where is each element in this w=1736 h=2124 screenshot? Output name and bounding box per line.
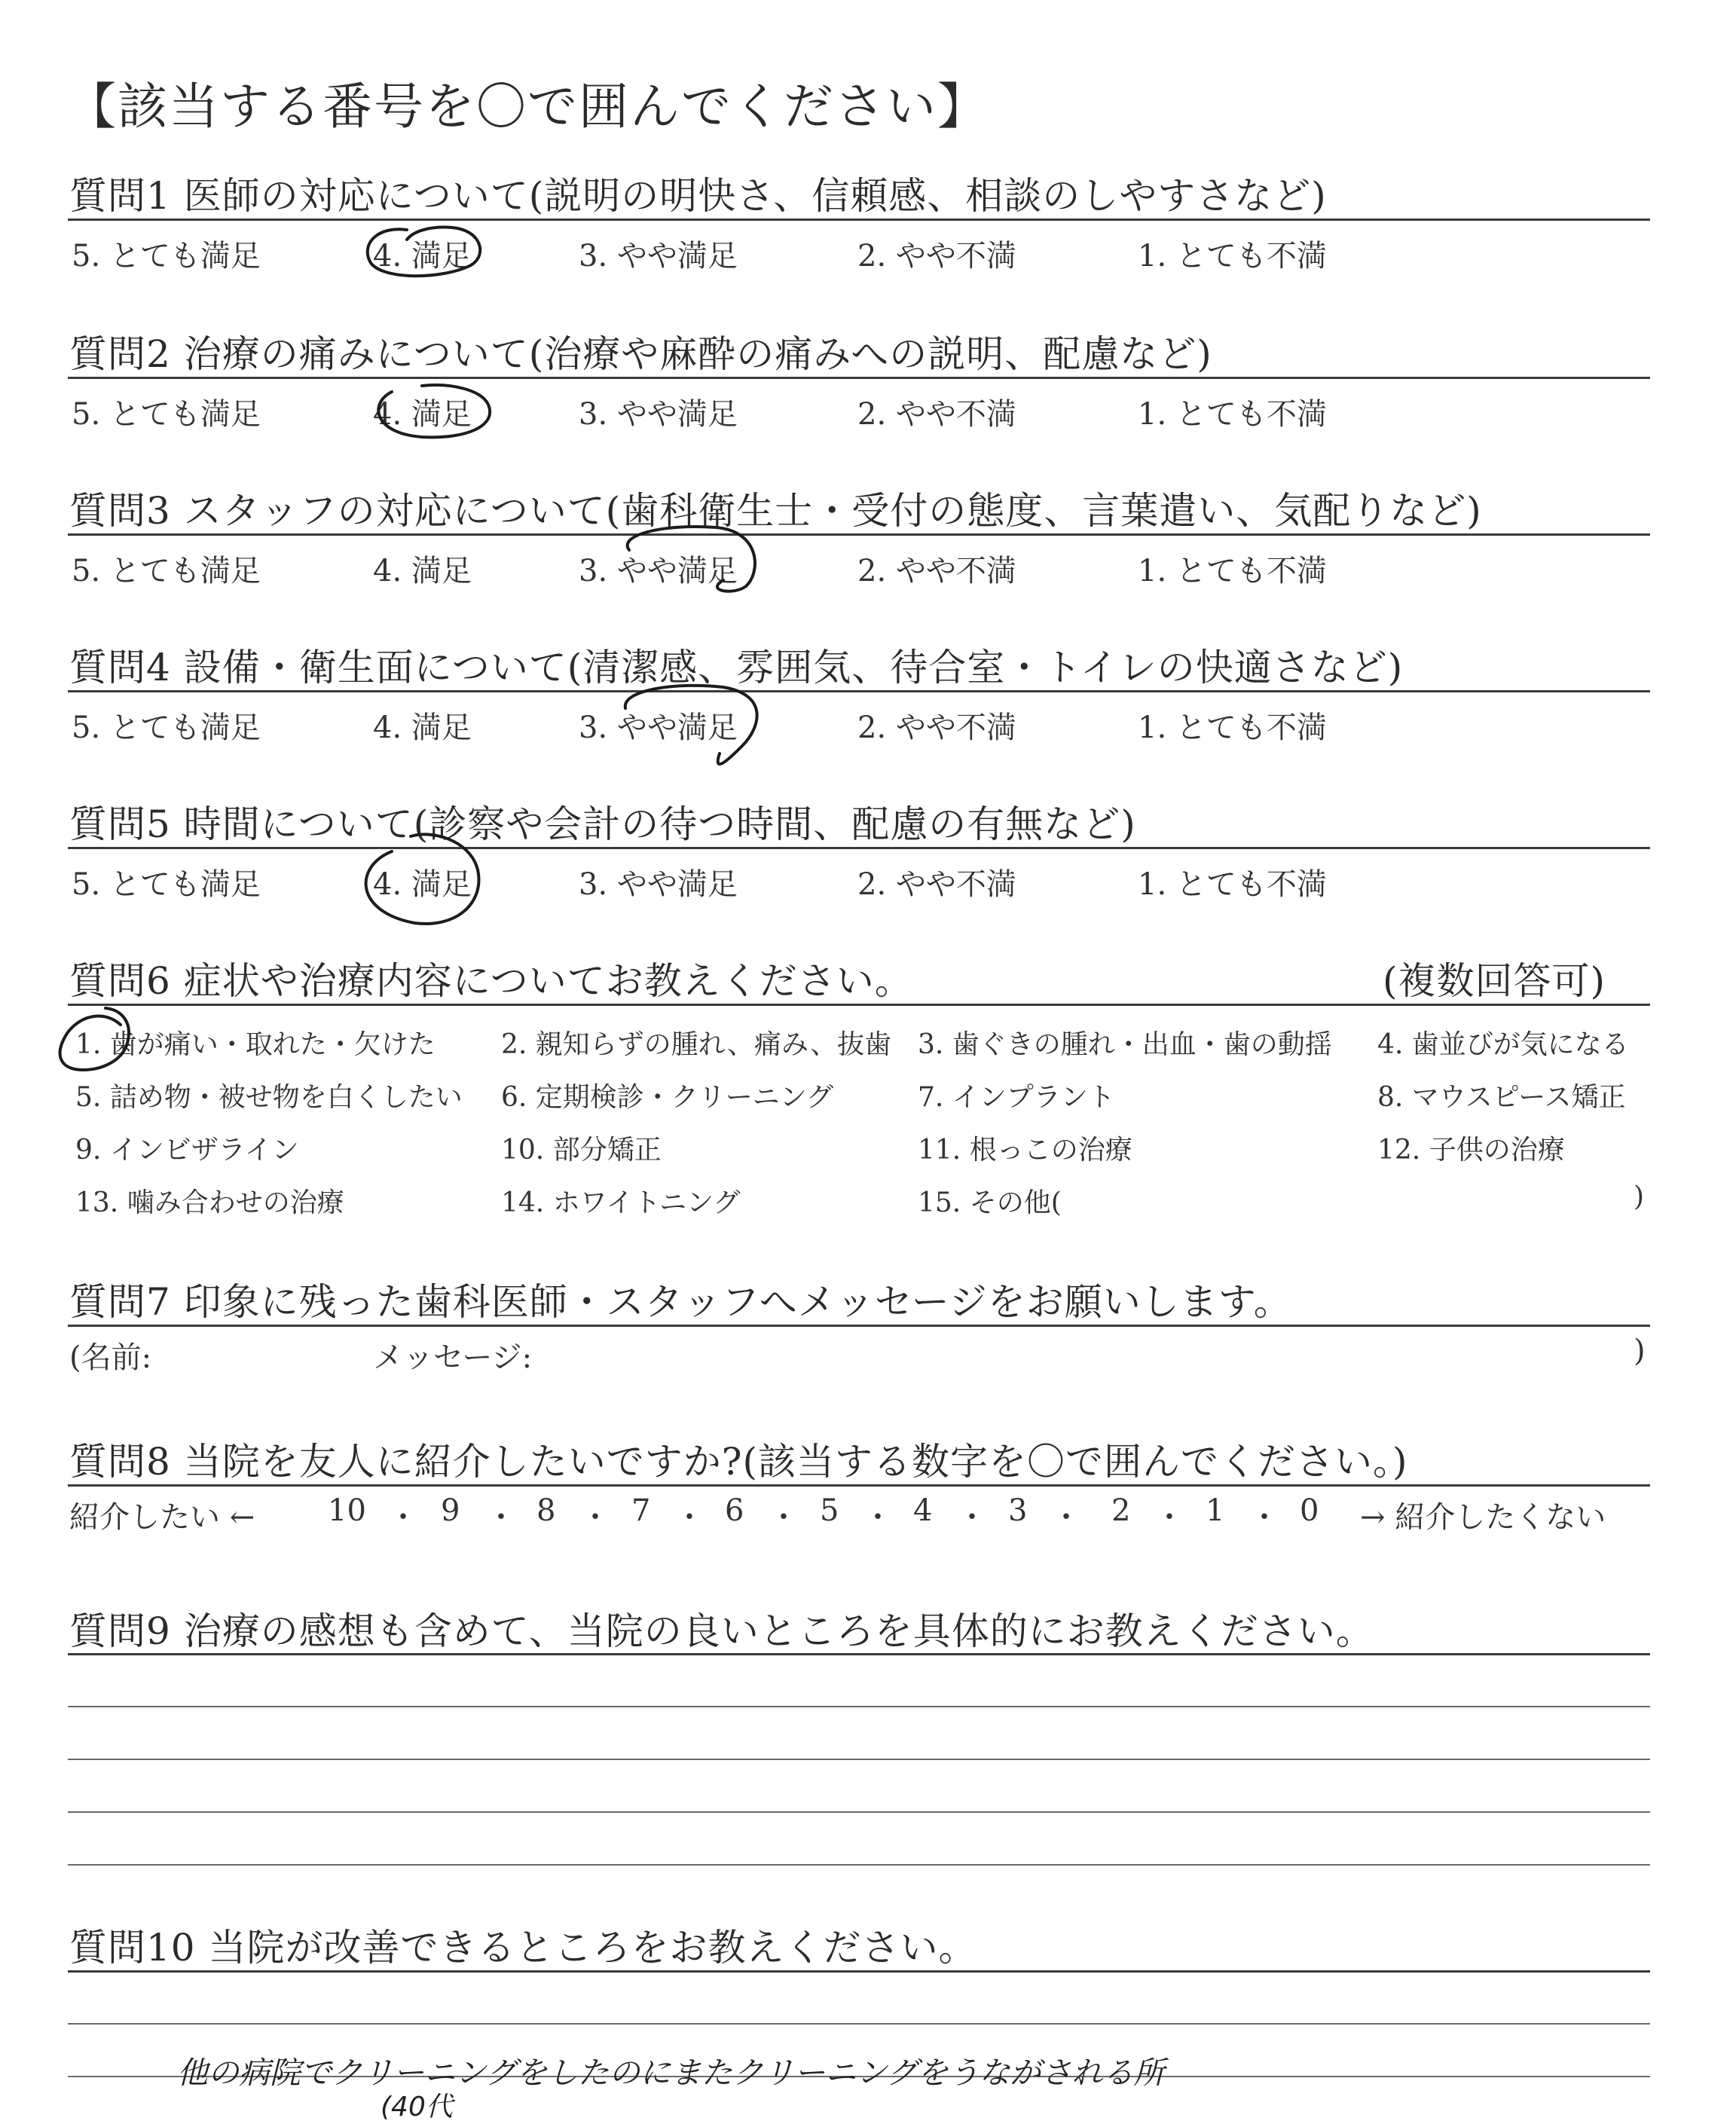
q2-option-3[interactable]: 3. やや満足 <box>579 397 738 432</box>
q6-option-9[interactable]: 9. インビザライン <box>75 1135 299 1166</box>
q8-scale-5[interactable]: 5 <box>820 1493 839 1528</box>
question-1-rule <box>68 219 1650 221</box>
q8-scale-0[interactable]: 0 <box>1300 1493 1319 1528</box>
question-7-rule <box>68 1325 1650 1327</box>
question-9-title: 質問9 治療の感想も含めて、当院の良いところを具体的にお教えください。 <box>69 1609 1374 1653</box>
q2-option-5[interactable]: 5. とても満足 <box>72 397 261 432</box>
answer-line <box>68 1759 1650 1760</box>
question-3-title: 質問3 スタッフの対応について(歯科衛生士・受付の態度、言葉遣い、気配りなど) <box>69 489 1482 533</box>
q6-option-1[interactable]: 1. 歯が痛い・取れた・欠けた <box>75 1029 436 1060</box>
question-6-rule <box>68 1004 1650 1006</box>
q8-scale-dot: ・ <box>486 1500 516 1535</box>
q10-handwritten-note: (40代 <box>381 2092 453 2122</box>
q4-option-5[interactable]: 5. とても満足 <box>72 711 261 745</box>
question-3-rule <box>68 533 1650 536</box>
q2-option-4[interactable]: 4. 満足 <box>373 397 472 432</box>
q7-name-label: (名前: <box>69 1340 152 1375</box>
q8-scale-3[interactable]: 3 <box>1008 1493 1028 1528</box>
question-10-title: 質問10 当院が改善できるところをお教えください。 <box>69 1926 977 1970</box>
question-8-rule <box>68 1484 1650 1487</box>
q8-left-label: 紹介したい ← <box>69 1500 255 1535</box>
q8-scale-4[interactable]: 4 <box>913 1493 933 1528</box>
q3-option-4[interactable]: 4. 満足 <box>373 554 472 588</box>
q8-scale-dot: ・ <box>1051 1500 1081 1535</box>
q6-option-13[interactable]: 13. 噛み合わせの治療 <box>75 1187 344 1218</box>
q6-option-3[interactable]: 3. 歯ぐきの腫れ・出血・歯の動揺 <box>918 1029 1332 1060</box>
q8-scale-2[interactable]: 2 <box>1111 1493 1131 1528</box>
q5-option-1[interactable]: 1. とても不満 <box>1138 867 1327 902</box>
q4-option-4[interactable]: 4. 満足 <box>373 711 472 745</box>
q8-scale-7[interactable]: 7 <box>631 1493 651 1528</box>
q7-message-label: メッセージ: <box>373 1340 533 1375</box>
q1-option-5[interactable]: 5. とても満足 <box>72 239 261 274</box>
q1-option-1[interactable]: 1. とても不満 <box>1138 239 1327 274</box>
q10-handwritten-answer: 他の病院でクリーニングをしたのにまたクリーニングをうながされる所 <box>177 2055 1165 2091</box>
q8-scale-dot: ・ <box>863 1500 893 1535</box>
q6-option-11[interactable]: 11. 根っこの治療 <box>918 1135 1132 1166</box>
q7-close: ) <box>1634 1334 1646 1368</box>
question-2-title: 質問2 治療の痛みについて(治療や麻酔の痛みへの説明、配慮など) <box>69 332 1212 376</box>
q5-option-3[interactable]: 3. やや満足 <box>579 867 738 902</box>
q2-option-1[interactable]: 1. とても不満 <box>1138 397 1327 432</box>
q8-scale-dot: ・ <box>1154 1500 1184 1535</box>
answer-line <box>68 2023 1650 2025</box>
q8-scale-10[interactable]: 10 <box>328 1493 366 1528</box>
q4-option-2[interactable]: 2. やや不満 <box>857 711 1016 745</box>
q8-scale-dot: ・ <box>580 1500 610 1535</box>
q5-option-2[interactable]: 2. やや不満 <box>857 867 1016 902</box>
q2-option-2[interactable]: 2. やや不満 <box>857 397 1016 432</box>
q8-scale-8[interactable]: 8 <box>536 1493 556 1528</box>
q6-option-7[interactable]: 7. インプラント <box>918 1082 1115 1113</box>
q8-scale-dot: ・ <box>674 1500 704 1535</box>
q8-scale-6[interactable]: 6 <box>725 1493 744 1528</box>
q4-option-1[interactable]: 1. とても不満 <box>1138 711 1327 745</box>
q5-option-5[interactable]: 5. とても満足 <box>72 867 261 902</box>
q8-scale-dot: ・ <box>957 1500 987 1535</box>
q8-scale-9[interactable]: 9 <box>441 1493 460 1528</box>
q8-scale-dot: ・ <box>388 1500 418 1535</box>
question-10-rule <box>68 1970 1650 1973</box>
question-8-title: 質問8 当院を友人に紹介したいですか?(該当する数字を〇で囲んでください。) <box>69 1440 1408 1484</box>
question-9-rule <box>68 1653 1650 1655</box>
q3-option-1[interactable]: 1. とても不満 <box>1138 554 1327 588</box>
question-4-rule <box>68 690 1650 692</box>
q6-option-5[interactable]: 5. 詰め物・被せ物を白くしたい <box>75 1082 463 1113</box>
q6-option-10[interactable]: 10. 部分矯正 <box>501 1135 662 1166</box>
question-5-title: 質問5 時間について(診察や会計の待つ時間、配慮の有無など) <box>69 802 1136 846</box>
question-7-title: 質問7 印象に残った歯科医師・スタッフへメッセージをお願いします。 <box>69 1280 1292 1324</box>
q6-option-15[interactable]: 15. その他( <box>918 1187 1062 1218</box>
q8-scale-1[interactable]: 1 <box>1206 1493 1225 1528</box>
question-6-title: 質問6 症状や治療内容についてお教えください。 <box>69 959 913 1003</box>
q3-option-5[interactable]: 5. とても満足 <box>72 554 261 588</box>
question-2-rule <box>68 377 1650 379</box>
q8-scale-dot: ・ <box>1249 1500 1279 1535</box>
q5-option-4[interactable]: 4. 満足 <box>373 867 472 902</box>
answer-line <box>68 1811 1650 1813</box>
q6-option-4[interactable]: 4. 歯並びが気になる <box>1377 1029 1629 1060</box>
q1-option-2[interactable]: 2. やや不満 <box>857 239 1016 274</box>
q8-scale-dot: ・ <box>769 1500 799 1535</box>
question-4-title: 質問4 設備・衛生面について(清潔感、雰囲気、待合室・トイレの快適さなど) <box>69 646 1404 689</box>
question-5-rule <box>68 847 1650 849</box>
q3-option-2[interactable]: 2. やや不満 <box>857 554 1016 588</box>
q1-option-4[interactable]: 4. 満足 <box>373 239 472 274</box>
q3-option-3[interactable]: 3. やや満足 <box>579 554 738 588</box>
q6-option-14[interactable]: 14. ホワイトニング <box>501 1187 741 1218</box>
question-6-note: (複数回答可) <box>1383 959 1606 1003</box>
q8-right-label: → 紹介したくない <box>1360 1500 1606 1535</box>
q6-option-2[interactable]: 2. 親知らずの腫れ、痛み、抜歯 <box>501 1029 892 1060</box>
q6-other-close: ) <box>1634 1181 1645 1212</box>
answer-line <box>68 1706 1650 1707</box>
answer-line <box>68 1864 1650 1866</box>
q6-option-12[interactable]: 12. 子供の治療 <box>1377 1135 1565 1166</box>
q4-option-3[interactable]: 3. やや満足 <box>579 711 738 745</box>
question-1-title: 質問1 医師の対応について(説明の明快さ、信頼感、相談のしやすさなど) <box>69 174 1327 218</box>
q6-option-6[interactable]: 6. 定期検診・クリーニング <box>501 1082 834 1113</box>
page-title: 【該当する番号を〇で囲んでください】 <box>66 78 989 136</box>
q6-option-8[interactable]: 8. マウスピース矯正 <box>1377 1082 1626 1113</box>
q1-option-3[interactable]: 3. やや満足 <box>579 239 738 274</box>
